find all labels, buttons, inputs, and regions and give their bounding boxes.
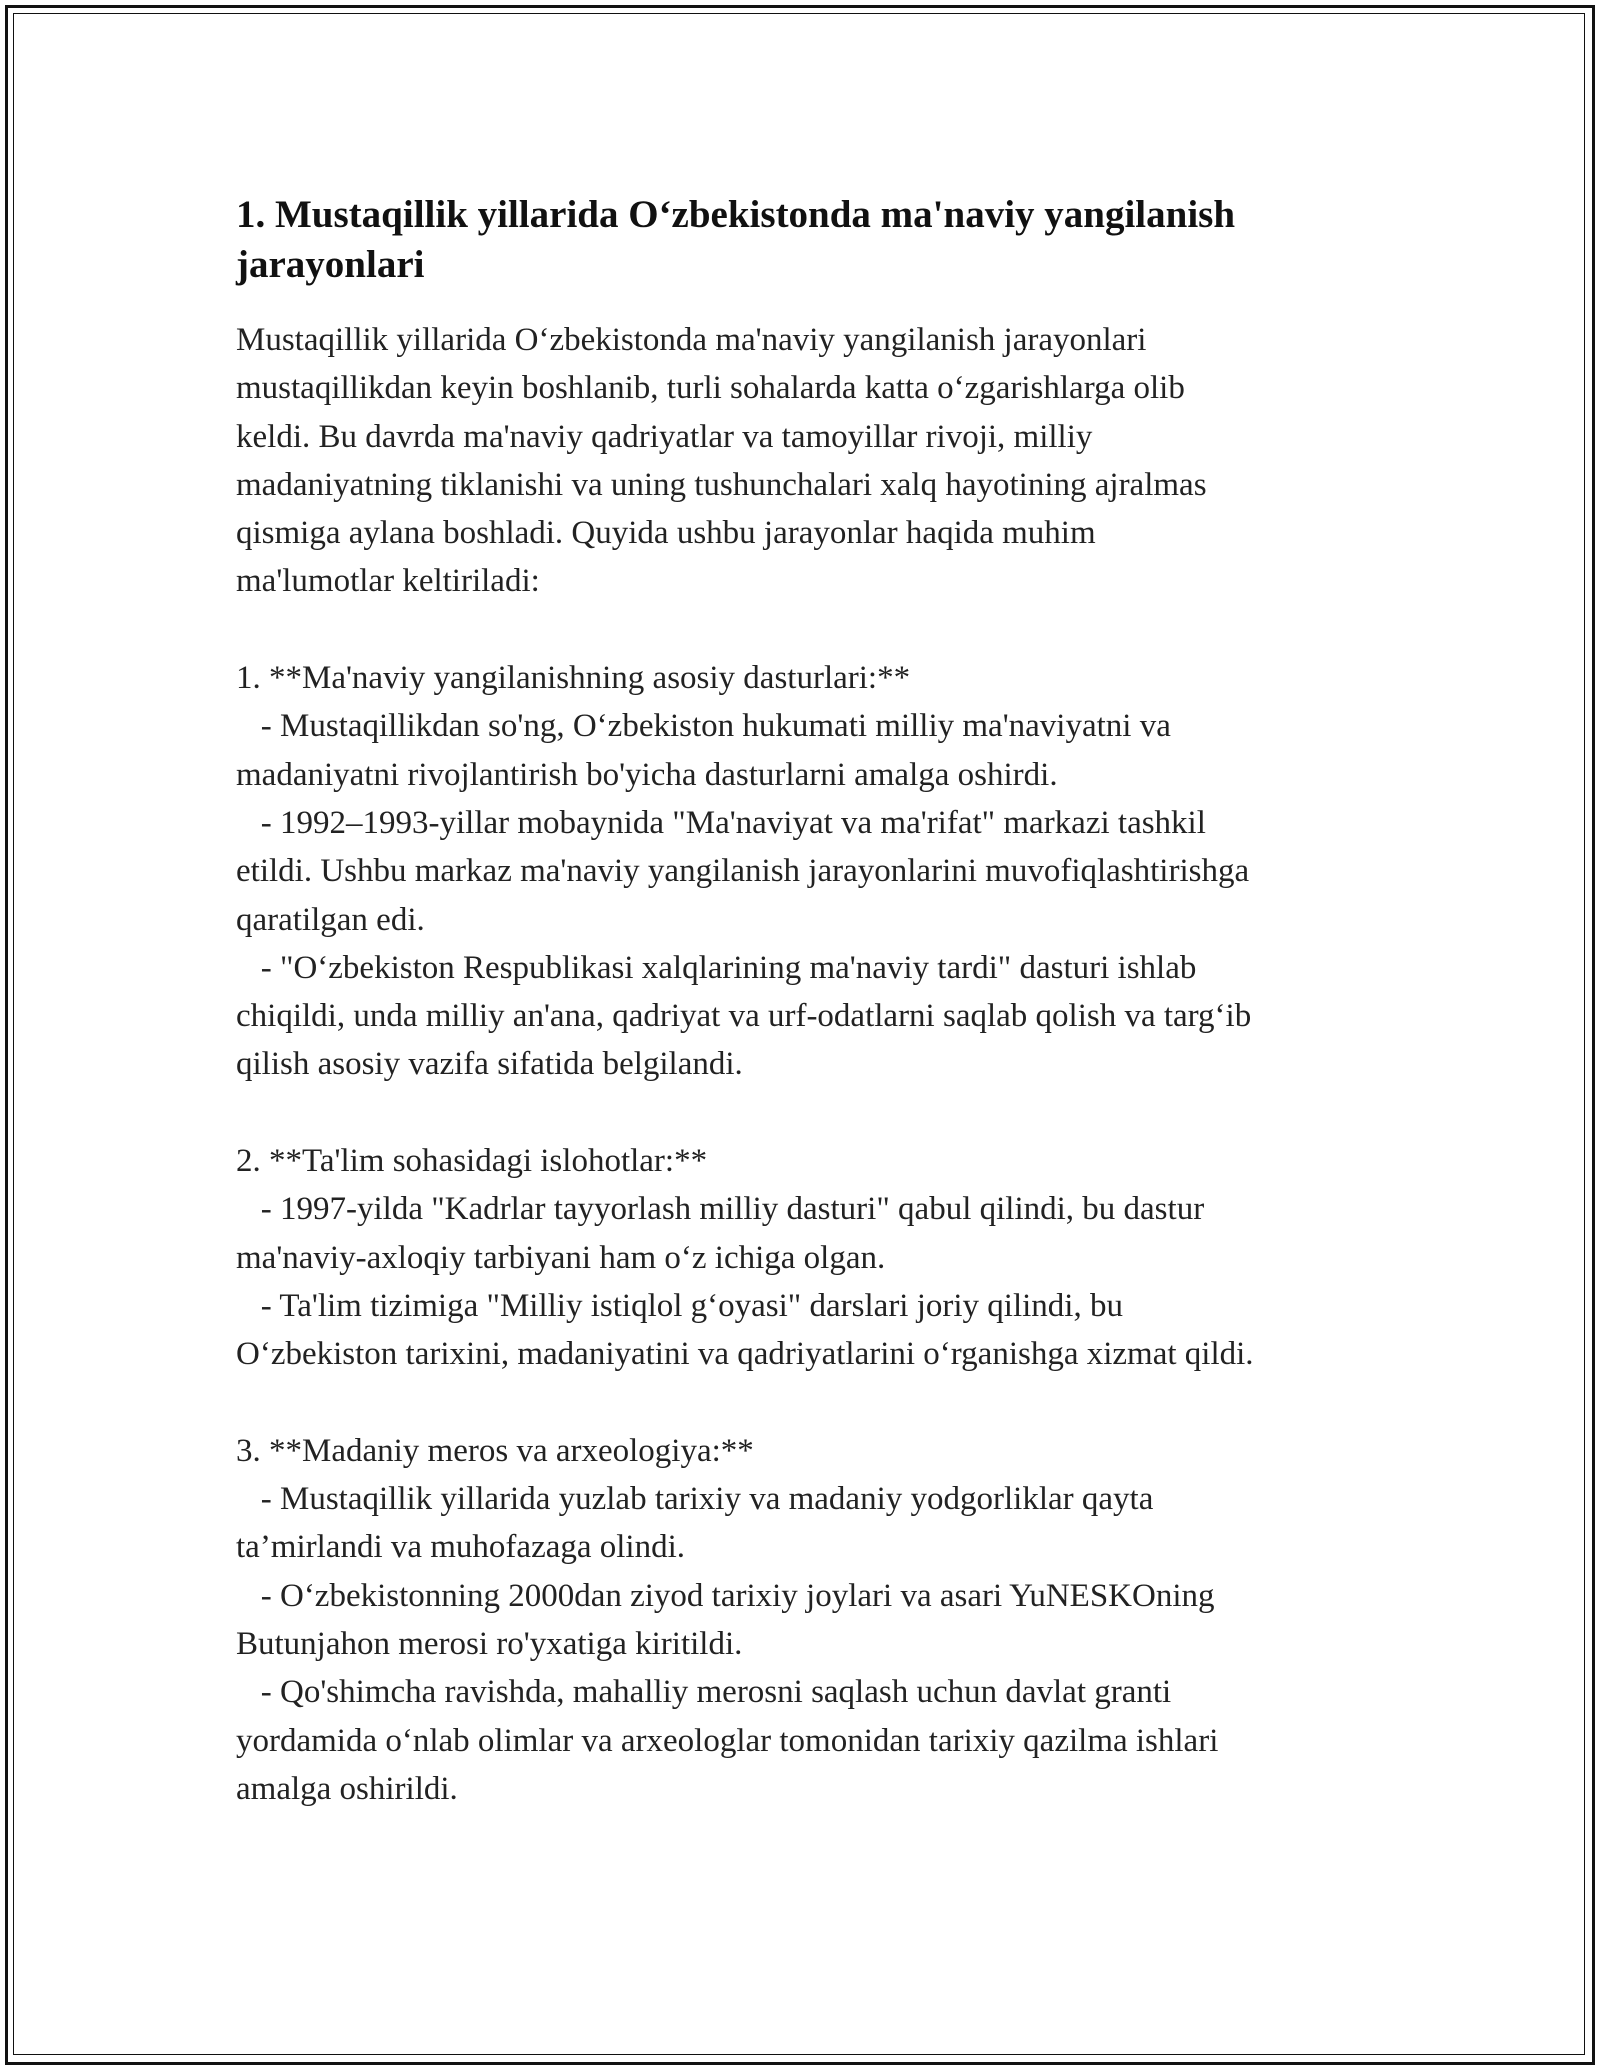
intro-line: mustaqillikdan keyin boshlanib, turli sohalarda katta o‘zgarishlarga olib: [236, 370, 1185, 407]
section-heading: 2. **Ta'lim sohasidagi islohotlar:**: [236, 1143, 708, 1180]
section-line: - "O‘zbekiston Respublikasi xalqlarining ma'naviy tardi" dasturi ishlab: [236, 949, 1197, 986]
section-line: ta’mirlandi va muhofazaga olindi.: [236, 1529, 686, 1566]
section-heading: 3. **Madaniy meros va arxeologiya:**: [236, 1432, 754, 1469]
intro-line: keldi. Bu davrda ma'naviy qadriyatlar va tamoyillar rivoji, milliy: [236, 418, 1093, 455]
section-heading: 1. **Ma'naviy yangilanishning asosiy dasturlari:**: [236, 660, 911, 697]
document-title: [236, 190, 1376, 290]
paragraph-gap: [236, 1379, 1376, 1427]
section-line: - O‘zbekistonning 2000dan ziyod tarixiy joylari va asari YuNESKOning: [236, 1577, 1215, 1614]
section-line: - Mustaqillikdan so'ng, O‘zbekiston hukumati milliy ma'naviyatni va: [236, 708, 1171, 745]
section-line: qilish asosiy vazifa sifatida belgilandi.: [236, 1046, 743, 1083]
intro-line: qismiga aylana boshladi. Quyida ushbu jarayonlar haqida muhim: [236, 515, 1096, 552]
title-line: 1. Mustaqillik yillarida O‘zbekistonda ma'naviy yangilanish: [236, 193, 1236, 236]
section-line: ma'naviy-axloqiy tarbiyani ham o‘z ichiga olgan.: [236, 1239, 886, 1276]
paragraph-gap: [236, 606, 1376, 654]
section-line: yordamida o‘nlab olimlar va arxeologlar tomonidan tarixiy qazilma ishlari: [236, 1722, 1219, 1759]
section-line: qaratilgan edi.: [236, 901, 425, 938]
section-programs: [236, 654, 1376, 1089]
section-line: chiqildi, unda milliy an'ana, qadriyat va urf-odatlarni saqlab qolish va targ‘ib: [236, 998, 1252, 1035]
intro-paragraph: [236, 316, 1376, 606]
section-line: etildi. Ushbu markaz ma'naviy yangilanish jarayonlarini muvofiqlashtirishga: [236, 853, 1250, 890]
section-line: O‘zbekiston tarixini, madaniyatini va qadriyatlarini o‘rganishga xizmat qildi.: [236, 1336, 1254, 1373]
section-line: - Qo'shimcha ravishda, mahalliy merosni saqlash uchun davlat granti: [236, 1674, 1172, 1711]
title-line: jarayonlari: [236, 243, 425, 286]
intro-line: ma'lumotlar keltiriladi:: [236, 563, 540, 600]
section-line: Butunjahon merosi ro'yxatiga kiritildi.: [236, 1626, 743, 1663]
section-line: - Ta'lim tizimiga "Milliy istiqlol g‘oyasi" darslari joriy qilindi, bu: [236, 1287, 1123, 1324]
intro-line: Mustaqillik yillarida O‘zbekistonda ma'naviy yangilanish jarayonlari: [236, 322, 1147, 358]
section-line: - 1997-yilda "Kadrlar tayyorlash milliy dasturi" qabul qilindi, bu dastur: [236, 1191, 1205, 1228]
paragraph-gap: [236, 1089, 1376, 1137]
intro-line: madaniyatning tiklanishi va uning tushunchalari xalq hayotining ajralmas: [236, 466, 1207, 503]
section-heritage: [236, 1427, 1376, 1813]
section-line: - Mustaqillik yillarida yuzlab tarixiy va madaniy yodgorliklar qayta: [236, 1481, 1154, 1518]
section-line: amalga oshirildi.: [236, 1770, 458, 1807]
section-education: [236, 1137, 1376, 1378]
section-line: - 1992–1993-yillar mobaynida "Ma'naviyat va ma'rifat" markazi tashkil: [236, 804, 1206, 841]
document-body: [236, 190, 1376, 1813]
section-line: madaniyatni rivojlantirish bo'yicha dasturlarni amalga oshirdi.: [236, 756, 1058, 793]
